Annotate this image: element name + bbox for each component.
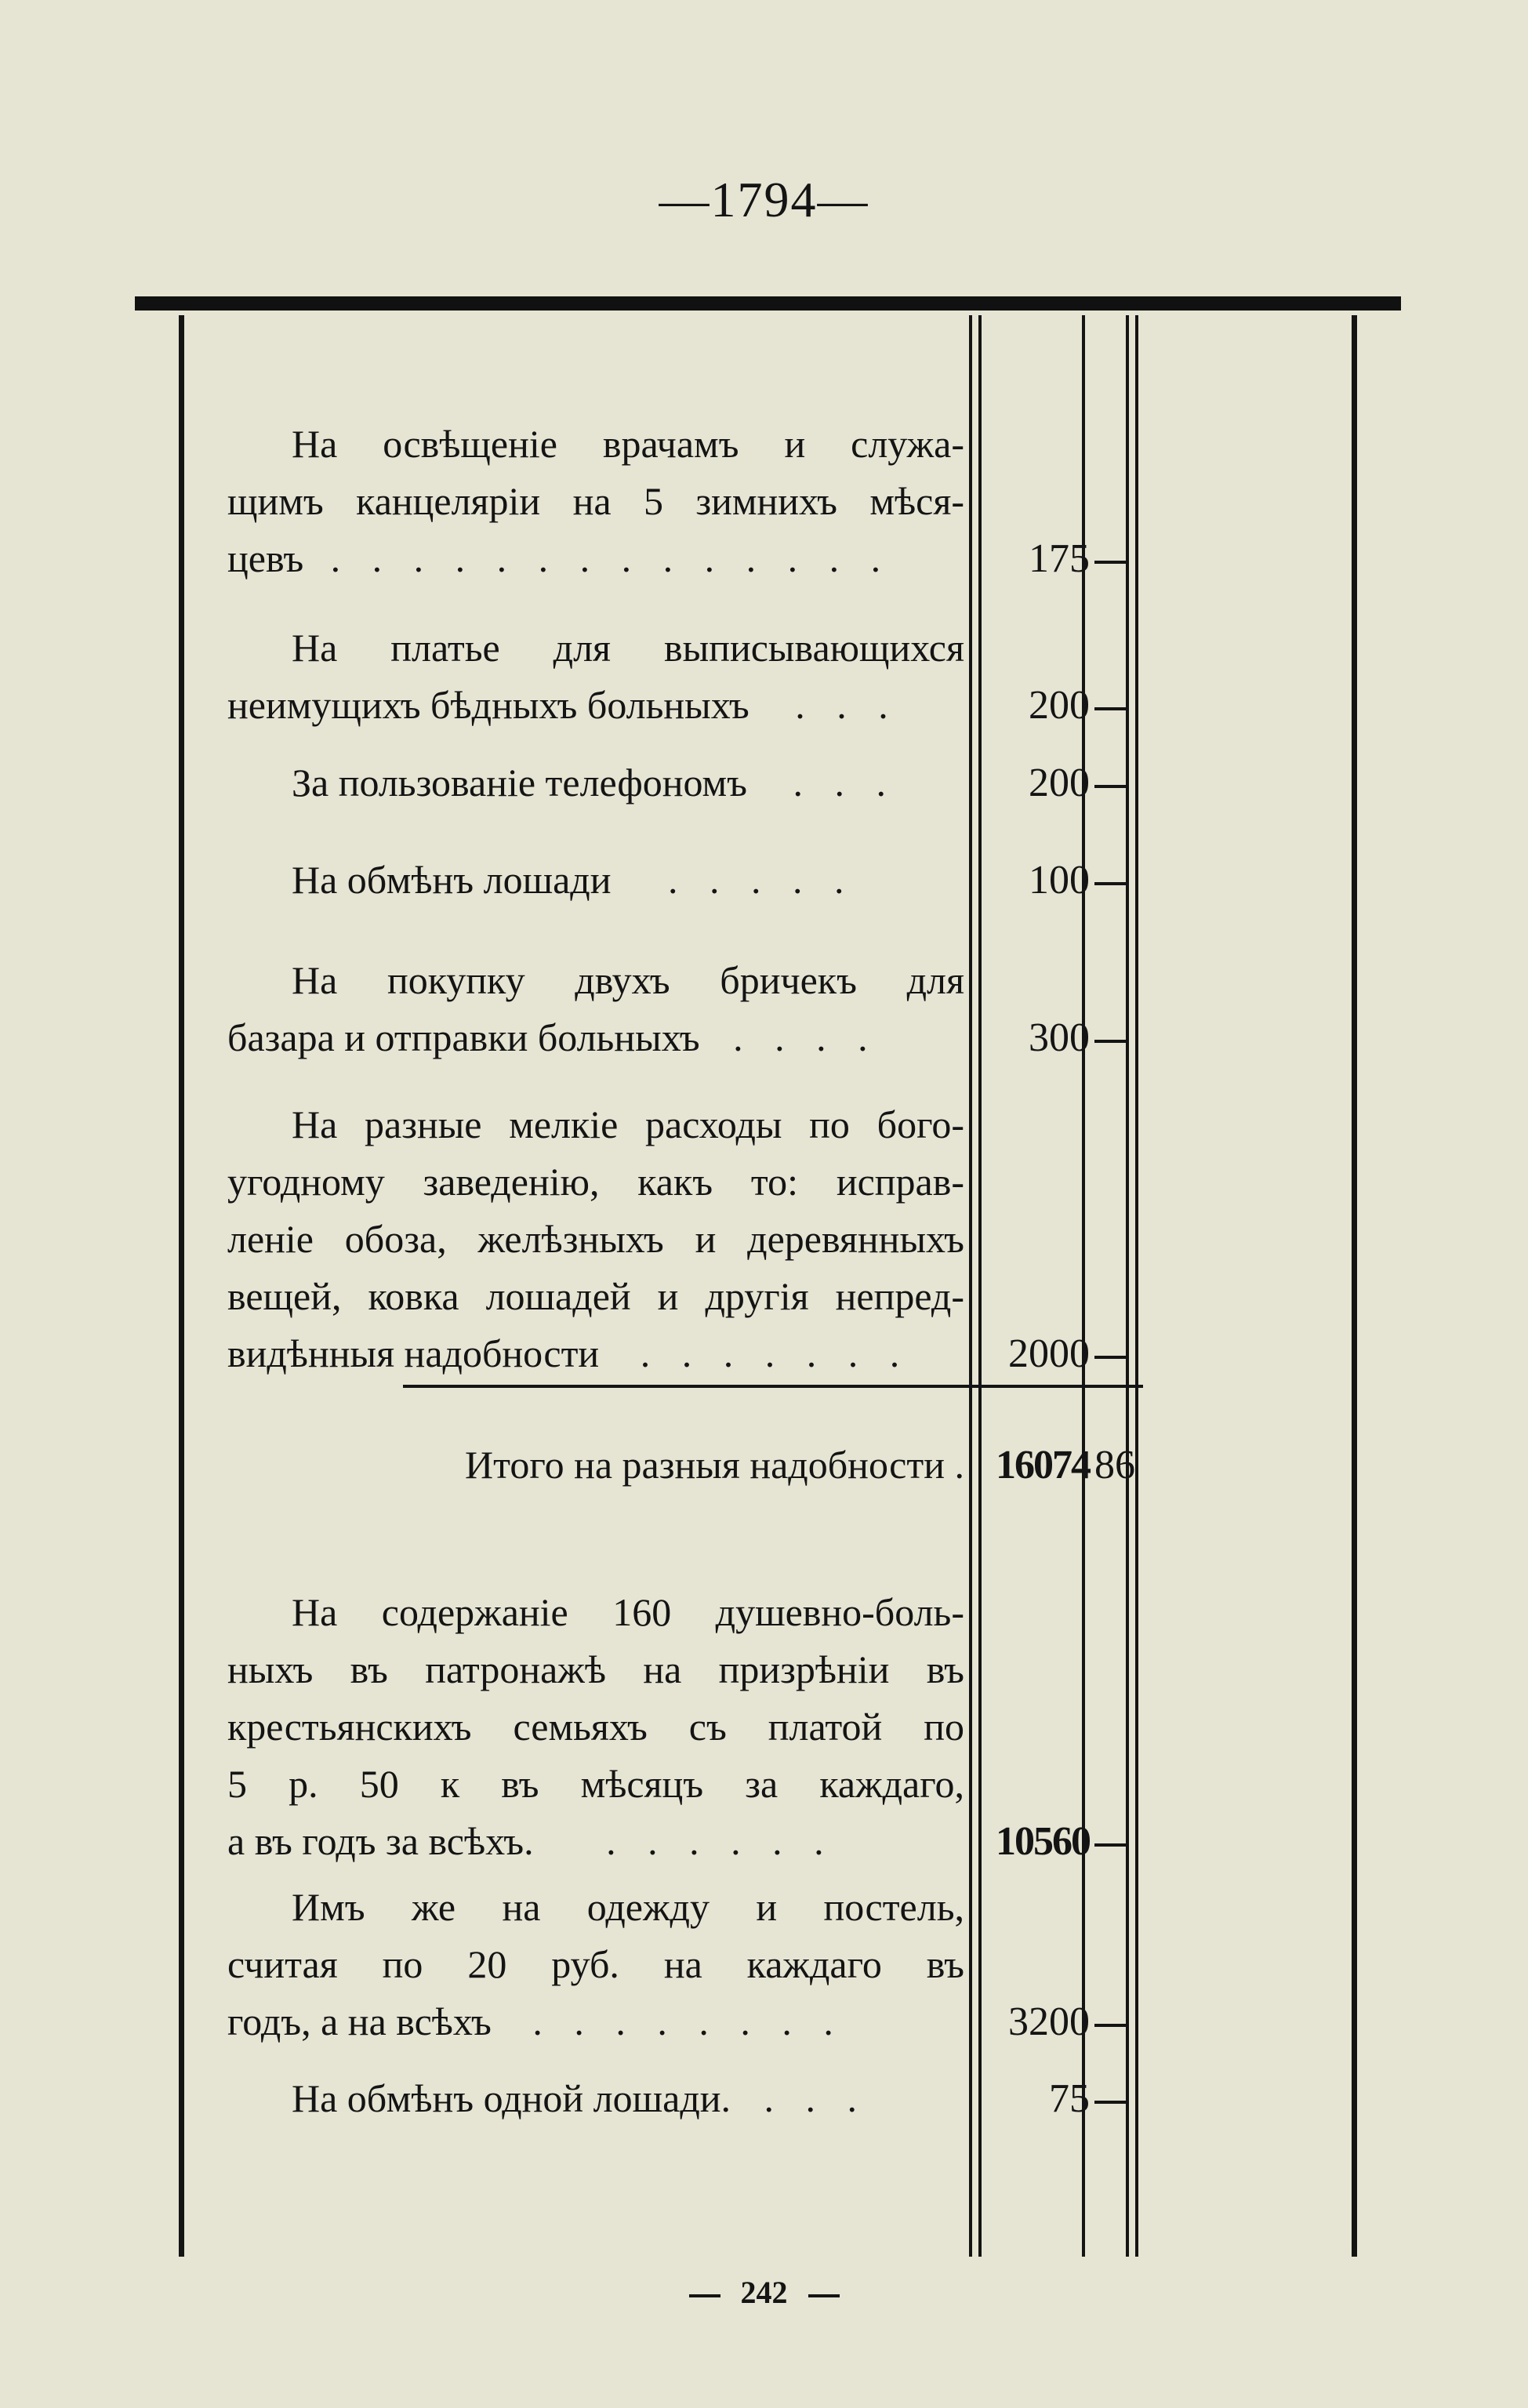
entry-line: леніе обоза, желѣзныхъ и деревянныхъ: [227, 1217, 964, 1261]
amount-rubles: 200: [1029, 683, 1090, 728]
entry-line: На покупку двухъ бричекъ для: [292, 958, 964, 1002]
leader-dots: . . . . . .: [606, 1819, 835, 1863]
leader-dots: . . . .: [733, 1015, 879, 1059]
dash-mark: [1094, 1356, 1126, 1359]
dash-mark: [1094, 561, 1126, 564]
entry-line: вещей, ковка лошадей и другія непред-: [227, 1274, 964, 1318]
right-border-line: [1352, 315, 1357, 2257]
entry-line: На разные мелкіе расходы по бого-: [292, 1102, 964, 1146]
dash-mark: [1094, 2024, 1126, 2027]
entry-line: Имъ же на одежду и постель,: [292, 1885, 964, 1929]
entry-patronage: [227, 1584, 964, 1870]
entry-line: [227, 530, 964, 587]
amount-rubles: 175: [1029, 536, 1090, 581]
entry-line-text: За пользованіе телефономъ: [292, 761, 748, 804]
amount-rubles: 300: [1029, 1015, 1090, 1060]
leader-dots: . . . . . . .: [640, 1331, 911, 1375]
amount-kopecks: [1094, 1813, 1143, 1870]
entry-lighting: [227, 416, 964, 587]
dash-mark: [808, 2294, 840, 2297]
amount-kopecks: [1094, 852, 1143, 909]
leader-dots: . . .: [795, 683, 899, 727]
entry-line-text: цевъ: [227, 536, 304, 580]
total-label: Итого на разныя надобности .: [465, 1443, 964, 1487]
entry-line: ныхъ въ патронажѣ на призрѣніи въ: [227, 1647, 964, 1691]
entry-line-text: а въ годъ за всѣхъ.: [227, 1819, 534, 1863]
entry-line: 5 р. 50 к въ мѣсяцъ за каждаго,: [227, 1762, 964, 1806]
entry-line-text: На обмѣнъ лошади: [292, 858, 612, 902]
entry-line-text: На обмѣнъ одной лошади.: [292, 2076, 731, 2120]
top-rule: [135, 296, 1401, 311]
leader-dots: . . . . . . . . . . . . . .: [330, 536, 892, 580]
entry-carts: [227, 952, 964, 1066]
amount-rubles: 100: [1029, 858, 1090, 903]
total-kopecks: 86: [1094, 1443, 1135, 1487]
entry-line-text: неимущихъ бѣдныхъ больныхъ: [227, 683, 749, 727]
dash-mark: [1094, 2101, 1126, 2104]
amount-kopecks: [1094, 1993, 1143, 2050]
entry-line: [227, 754, 964, 812]
dash-mark: [1094, 1843, 1126, 1847]
dash-mark: [1094, 785, 1126, 788]
amount-rubles: 2000: [1008, 1331, 1090, 1376]
entry-clothing-bedding: [227, 1879, 964, 2050]
leader-dots: . . . . .: [668, 858, 855, 902]
amount-kopecks: [1094, 2070, 1143, 2127]
kopecks-column-divider-1: [1126, 315, 1129, 2257]
amount-kopecks: [1094, 530, 1143, 587]
dash-mark: [1094, 707, 1126, 710]
entry-horse-exchange: [227, 852, 964, 909]
leader-dots: . . . . . . . .: [532, 1999, 844, 2043]
amount-kopecks: [1094, 677, 1143, 734]
dash-mark: [689, 2294, 720, 2297]
text-column-divider-1: [969, 315, 972, 2257]
entry-line: [227, 677, 964, 734]
entry-line: На платье для выписывающихся: [292, 626, 964, 670]
entry-line: считая по 20 руб. на каждаго въ: [227, 1942, 964, 1986]
amount-rubles: 75: [1049, 2076, 1090, 2121]
dash-mark: [1094, 882, 1126, 885]
entry-clothing: [227, 619, 964, 734]
total-rubles: 16074: [996, 1443, 1090, 1487]
rubles-column-divider: [1082, 315, 1085, 2257]
entry-line: [227, 852, 964, 909]
entry-line-text: годъ, а на всѣхъ: [227, 1999, 492, 2043]
page-number-bottom: 242: [740, 2275, 788, 2310]
dash-mark: [1094, 1040, 1126, 1043]
entry-line: На освѣщеніе врачамъ и служа-: [292, 422, 964, 466]
amount-kopecks: [1094, 754, 1143, 812]
page-footer: [0, 2274, 1528, 2311]
entry-line: [227, 2070, 964, 2127]
entry-misc-expenses: [227, 1096, 964, 1382]
amount-kopecks: [1094, 1325, 1143, 1382]
left-border-line: [179, 315, 184, 2257]
sum-rule: [403, 1385, 1143, 1388]
entry-line-text: базара и отправки больныхъ: [227, 1015, 700, 1059]
entry-line: [227, 1325, 964, 1382]
entry-one-horse-exchange: [227, 2070, 964, 2127]
leader-dots: . . .: [764, 2076, 869, 2120]
amount-kopecks: [1094, 1009, 1143, 1066]
entry-line: [227, 1813, 964, 1870]
entry-line-text: видѣнныя надобности: [227, 1331, 600, 1375]
leader-dots: . . .: [793, 761, 898, 804]
kopecks-column-divider-2: [1135, 315, 1138, 2257]
amount-rubles: 10560: [996, 1819, 1090, 1864]
page-number-top: —1794—: [659, 172, 869, 227]
amount-rubles: 3200: [1008, 1999, 1090, 2044]
entry-line: угодному заведенію, какъ то: исправ-: [227, 1160, 964, 1204]
amount-rubles: 200: [1029, 761, 1090, 805]
text-column-divider-2: [978, 315, 982, 2257]
entry-line: На содержаніе 160 душевно-боль-: [292, 1590, 964, 1634]
entry-telephone: [227, 754, 964, 812]
entry-line: [227, 1993, 964, 2050]
entry-line: [227, 1009, 964, 1066]
entry-line: щимъ канцеляріи на 5 зимнихъ мѣся-: [227, 479, 964, 523]
entry-line: крестьянскихъ семьяхъ съ платой по: [227, 1705, 964, 1749]
